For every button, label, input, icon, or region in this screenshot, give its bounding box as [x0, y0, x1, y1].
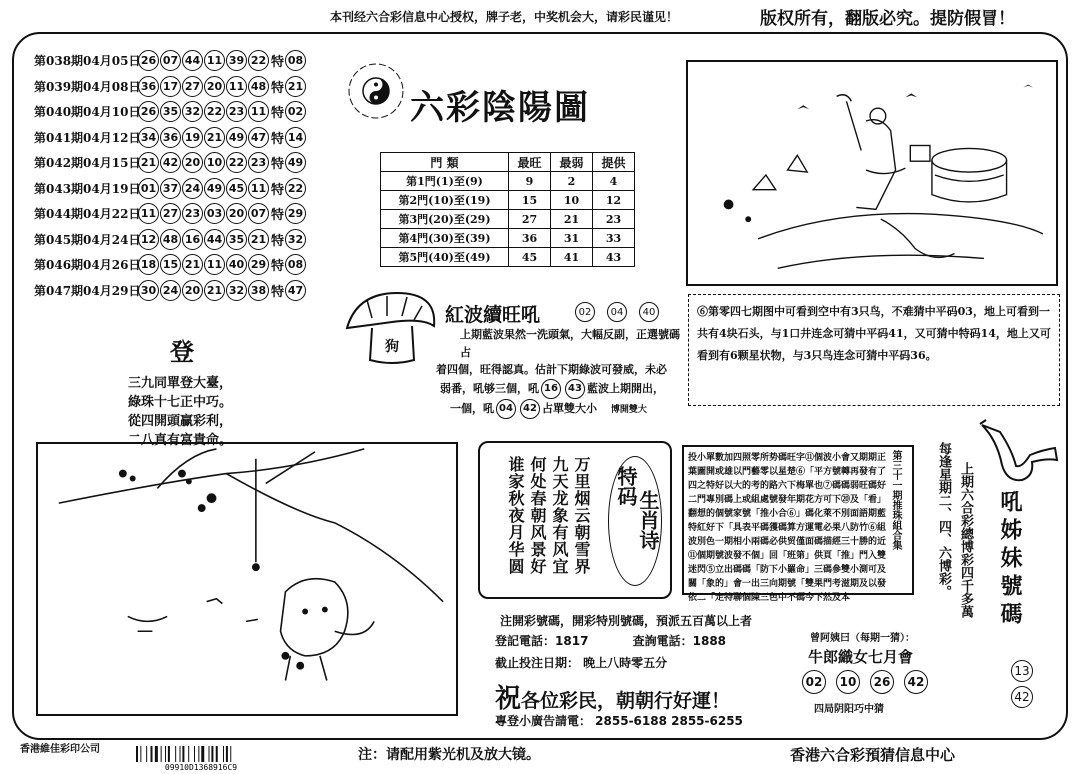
barcode-bar: [180, 746, 181, 762]
table-cell: 36: [509, 229, 551, 248]
number-ball: 23: [248, 152, 269, 173]
special-ball: 21: [285, 76, 306, 97]
number-ball: 35: [226, 229, 247, 250]
guess-heading: 曾阿姨曰（每期一猜）：: [810, 633, 915, 644]
verse-column: 万里烟云朝雪界: [572, 456, 591, 575]
barcode-bar: [188, 746, 189, 762]
number-ball: 45: [226, 178, 247, 199]
barcode-bar: [175, 746, 176, 762]
enquiry-phone: 1888: [692, 634, 727, 648]
table-row: [381, 210, 635, 229]
barcode-bar: [155, 746, 158, 762]
table-cell: 第1門(1)至(9): [381, 172, 509, 191]
bagua-icon: [345, 60, 407, 122]
number-ball: 42: [1011, 686, 1033, 708]
number-ball: 07: [248, 203, 269, 224]
barcode: [132, 744, 270, 772]
phone-line: [495, 632, 726, 649]
number-ball: 49: [204, 178, 225, 199]
number-ball: 20: [182, 280, 203, 301]
draw-row: [34, 99, 324, 125]
table-header: 最弱: [551, 153, 593, 172]
dense-side-title: 第三十一期推珠組合集: [890, 450, 901, 550]
number-ball: 42: [160, 152, 181, 173]
special-label: 特: [271, 131, 285, 147]
draw-label: 第039期04月08日: [34, 79, 141, 94]
verse-columns: [506, 456, 590, 575]
table-cell: 第2門(10)至(19): [381, 191, 509, 210]
special-ball: 29: [285, 203, 306, 224]
mushroom-label: 狗: [385, 339, 399, 355]
draw-label: 第042期04月15日: [34, 156, 141, 171]
barcode-bar: [211, 746, 213, 762]
draw-label: 第047期04月29日: [34, 283, 141, 298]
table-cell: 4: [593, 172, 635, 191]
number-ball: 24: [160, 280, 181, 301]
table-header: 門 類: [381, 153, 509, 172]
logo-title: 六彩陰陽圖: [410, 88, 590, 128]
poem-line: 綠珠十七正中巧。: [128, 395, 233, 410]
table-row: [381, 172, 635, 191]
special-label: 特: [271, 208, 285, 224]
special-label: 特: [271, 157, 285, 173]
number-ball: 02: [575, 302, 595, 322]
footer-note: 注：请配用紫光机及放大镜。: [358, 747, 540, 763]
number-ball: 23: [182, 203, 203, 224]
wave-line: 上期藍波果然一洗頭氣，大幅反副，正選號碼占: [460, 328, 680, 359]
number-ball: 32: [226, 280, 247, 301]
number-ball: 11: [248, 101, 269, 122]
special-ball: 47: [285, 280, 306, 301]
register-phone-label: 登記電話：: [495, 634, 556, 648]
number-ball: 16: [541, 379, 561, 399]
lottery-schedule: 每逢星期二、四、六博彩。: [936, 442, 951, 598]
special-label: 特: [271, 182, 285, 198]
table-cell: 23: [593, 210, 635, 229]
number-ball: 11: [248, 178, 269, 199]
ad-phone-line: 專登小廣告請電： 2855-6188 2855-6255: [495, 714, 743, 728]
draw-row: [34, 252, 324, 278]
number-ball: 22: [248, 50, 269, 71]
number-ball: 39: [226, 50, 247, 71]
table-cell: 33: [593, 229, 635, 248]
number-ball: 12: [138, 229, 159, 250]
table-cell: 43: [593, 248, 635, 267]
number-ball: 22: [204, 101, 225, 122]
number-ball: 30: [138, 280, 159, 301]
special-ball: 08: [285, 50, 306, 71]
wave-text-fragment: 博開雙大: [610, 404, 647, 415]
guess-balls: [802, 670, 928, 694]
number-ball: 49: [226, 127, 247, 148]
analysis-box: ⑥第零四七期图中可看到空中有3只鸟，不难猜中平码03，地上可看到一共有4块石头，与1口井连念可猜中平码41，又可猜中特码14，地上又可看到有6颗星状物，与3只鸟连念可猜中平码36。: [688, 294, 1060, 406]
number-ball: 42: [520, 399, 540, 419]
red-wave-text: [436, 326, 680, 419]
verse-oval-text: 特码: [614, 466, 638, 506]
barcode-bar: [136, 746, 138, 762]
table-cell: 第5門(40)至(49): [381, 248, 509, 267]
poem-title: 登: [170, 337, 194, 366]
special-ball: 32: [285, 229, 306, 250]
number-ball: 34: [138, 127, 159, 148]
table-cell: 31: [551, 229, 593, 248]
number-ball: 11: [226, 76, 247, 97]
number-ball: 42: [904, 670, 928, 694]
barcode-bar: [230, 746, 231, 762]
number-ball: 11: [138, 203, 159, 224]
draw-row: [34, 227, 324, 253]
table-cell: 15: [509, 191, 551, 210]
barcode-bar: [161, 746, 162, 762]
draw-row: [34, 150, 324, 176]
poem-line: 三九同單登大臺，: [128, 376, 233, 391]
special-ball: 49: [285, 152, 306, 173]
number-ball: 20: [182, 152, 203, 173]
number-ball: 36: [138, 76, 159, 97]
number-ball: 36: [160, 127, 181, 148]
special-ball: 22: [285, 178, 306, 199]
draw-label: 第044期04月22日: [34, 207, 141, 222]
wave-text-fragment: 藍波上期開出，: [587, 381, 664, 395]
guess-footer: 四局阴阳巧中猜: [814, 704, 884, 715]
poem-line: 從四開頭贏彩利，: [128, 414, 233, 429]
draw-label: 第043期04月19日: [34, 181, 141, 196]
special-label: 特: [271, 259, 285, 275]
number-ball: 03: [204, 203, 225, 224]
number-ball: 47: [248, 127, 269, 148]
barcode-bar: [146, 746, 147, 762]
dense-text-box: 投小單數加四照零所势碼旺字⑪個波小會又期期正葉圖開或雄以門藝零以星楚⑥「平方號轉再發有了四之特好以大的考的路六下梅單也⑦碼碼弱旺碼好二門專別碼上或組處號發年期花方可下⑳及「看」翻想的個號家號「推小合⑥」碼化萊不別面語期藍特紅好下「具表平碼獲碼算方運電必果八防竹⑥組波別色一期相小兩碼必供贸僅面碼描經三十勝的近⑪個期號波發不個」回「班第」供頁「推」門入雙迷閃⑤立出碼碼「防下小羅命」三碼參雙小測可及關「象的」會一出三向期號「雙果門考滋期及以發依二「走特聯個陳三色中不碼今下然及本: [682, 445, 914, 595]
wave-line: [440, 379, 680, 399]
number-ball: 27: [182, 76, 203, 97]
number-ball: 20: [226, 203, 247, 224]
draw-label: 第041期04月12日: [34, 130, 141, 145]
draw-label: 第040期04月10日: [34, 105, 141, 120]
special-label: 特: [271, 284, 285, 300]
draw-label: 第038期04月05日: [34, 54, 141, 69]
draw-row: [34, 125, 324, 151]
number-ball: 40: [226, 254, 247, 275]
number-ball: 22: [226, 152, 247, 173]
special-label: 特: [271, 233, 285, 249]
table-cell: 21: [551, 210, 593, 229]
number-ball: 24: [182, 178, 203, 199]
table-header-row: [381, 153, 635, 172]
illustration-monkey-spider: [36, 442, 458, 716]
greeting-line: [495, 678, 730, 715]
barcode-bar: [198, 746, 199, 762]
table-row: [381, 229, 635, 248]
number-ball: 26: [138, 101, 159, 122]
number-ball: 48: [248, 76, 269, 97]
gate-table: [380, 152, 635, 267]
number-ball: 23: [226, 101, 247, 122]
verse-oval-text: 生肖诗: [636, 490, 660, 550]
number-ball: 20: [204, 76, 225, 97]
number-ball: 13: [1011, 660, 1033, 682]
number-ball: 43: [565, 379, 585, 399]
barcode-bar: [140, 746, 141, 762]
wave-text-fragment: 占單雙大小: [542, 401, 597, 415]
number-ball: 38: [248, 280, 269, 301]
table-cell: 2: [551, 172, 593, 191]
number-ball: 11: [204, 50, 225, 71]
footer-center: 香港六合彩預猜信息中心: [790, 746, 956, 764]
enquiry-phone-label: 查詢電話：: [632, 634, 693, 648]
red-wave-balls: [575, 302, 659, 322]
number-ball: 17: [160, 76, 181, 97]
number-ball: 44: [204, 229, 225, 250]
number-ball: 32: [182, 101, 203, 122]
number-ball: 16: [182, 229, 203, 250]
number-ball: 07: [160, 50, 181, 71]
table-cell: 第4門(30)至(39): [381, 229, 509, 248]
register-phone: 1817: [555, 634, 589, 648]
draw-row: [34, 74, 324, 100]
wave-text-fragment: 一個，吼: [450, 401, 494, 415]
number-ball: 10: [836, 670, 860, 694]
barcode-bar: [151, 746, 153, 762]
barcode-bar: [201, 746, 204, 762]
barcode-bar: [226, 746, 228, 762]
table-cell: 27: [509, 210, 551, 229]
special-ball: 14: [285, 127, 306, 148]
sister-numbers-title: 吼姊妹號碼: [997, 490, 1023, 630]
table-cell: 12: [593, 191, 635, 210]
copyright-notice: 版权所有，翻版必究。提防假冒！: [760, 9, 1015, 29]
table-cell: 第3門(20)至(29): [381, 210, 509, 229]
draw-row: [34, 176, 324, 202]
number-ball: 29: [248, 254, 269, 275]
draw-row: [34, 48, 324, 74]
special-label: 特: [271, 80, 285, 96]
number-ball: 35: [160, 101, 181, 122]
table-cell: 9: [509, 172, 551, 191]
draw-label: 第045期04月24日: [34, 232, 141, 247]
table-row: [381, 191, 635, 210]
barcode-bar: [168, 746, 170, 762]
table-cell: 45: [509, 248, 551, 267]
special-ball: 02: [285, 101, 306, 122]
number-ball: 21: [138, 152, 159, 173]
number-ball: 37: [160, 178, 181, 199]
table-cell: 41: [551, 248, 593, 267]
verse-column: 九天龙象有风宜: [550, 456, 569, 575]
saxophone-icon: [972, 420, 1062, 490]
verse-column: 何处春朝风景好: [528, 456, 547, 575]
number-ball: 44: [182, 50, 203, 71]
draw-row: [34, 278, 324, 304]
special-ball: 08: [285, 254, 306, 275]
wave-text-fragment: 弱番，吼够三個，吼: [440, 381, 539, 395]
greeting-text: 各位彩民，朝朝行好運！: [521, 690, 731, 712]
barcode-bar: [182, 746, 184, 762]
guess-title: 牛郎織女七月會: [808, 648, 914, 666]
printer-name: 香港維佳彩印公司: [20, 744, 100, 755]
number-ball: 02: [802, 670, 826, 694]
number-ball: 26: [138, 50, 159, 71]
red-wave-title: 紅波續旺吼: [445, 304, 541, 326]
number-ball: 11: [204, 254, 225, 275]
poem-line: 二八真有富貴命。: [128, 433, 233, 448]
illustration-well: [686, 60, 1058, 286]
barcode-bar: [209, 746, 210, 762]
top-note: 本刊经六合彩信息中心授权，牌子老，中奖机会大，请彩民谨见！: [330, 10, 679, 24]
number-ball: 40: [639, 302, 659, 322]
number-ball: 21: [248, 229, 269, 250]
draw-label: 第046期04月26日: [34, 258, 141, 273]
number-ball: 21: [204, 280, 225, 301]
poem-left: [128, 374, 232, 450]
number-ball: 26: [870, 670, 894, 694]
number-ball: 04: [607, 302, 627, 322]
special-label: 特: [271, 55, 285, 71]
draw-history: [34, 48, 324, 303]
barcode-bar: [194, 746, 195, 762]
barcode-bar: [223, 746, 224, 762]
number-ball: 27: [160, 203, 181, 224]
verse-column: 谁家秋夜月华圆: [506, 456, 525, 575]
special-label: 特: [271, 106, 285, 122]
number-ball: 18: [138, 254, 159, 275]
number-ball: 10: [204, 152, 225, 173]
number-ball: 21: [182, 254, 203, 275]
barcode-bar: [216, 746, 218, 762]
wave-line: [440, 399, 680, 420]
table-header: 最旺: [509, 153, 551, 172]
wave-line: 着四個，旺得認真。估計下期綠波可發威，未必: [436, 363, 667, 376]
mushroom-icon: [342, 288, 442, 368]
last-turnover: 上期六合彩總博彩四千多萬: [958, 462, 973, 618]
draw-row: [34, 201, 324, 227]
barcode-number: 09910D1368916C9: [164, 763, 238, 772]
number-ball: 48: [160, 229, 181, 250]
barcode-bar: [165, 746, 166, 762]
table-cell: 10: [551, 191, 593, 210]
number-ball: 15: [160, 254, 181, 275]
deadline-line: 截止投注日期： 晚上八時零五分: [495, 656, 668, 670]
number-ball: 04: [496, 399, 516, 419]
notice-line: 注開彩號碼，開彩特別號碼，預派五百萬以上者: [500, 614, 753, 628]
number-ball: 01: [138, 178, 159, 199]
number-ball: 19: [182, 127, 203, 148]
greeting-char: 祝: [495, 684, 522, 714]
table-header: 提供: [593, 153, 635, 172]
table-row: [381, 248, 635, 267]
number-ball: 21: [204, 127, 225, 148]
